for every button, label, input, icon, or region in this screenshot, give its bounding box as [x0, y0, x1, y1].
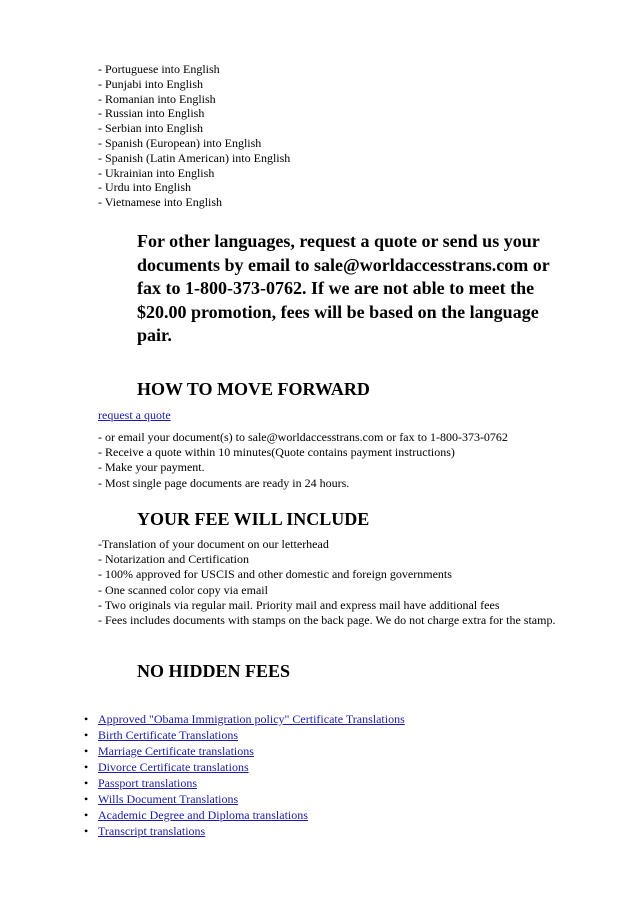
no-hidden-fees-heading: NO HIDDEN FEES — [137, 661, 291, 681]
request-quote-link[interactable]: request a quote — [98, 408, 171, 422]
language-item: - Romanian into English — [98, 91, 216, 106]
list-item — [84, 823, 405, 839]
list-item — [84, 775, 405, 791]
bullet-icon: • — [84, 712, 89, 726]
steps-list — [98, 430, 568, 491]
language-item: - Spanish (Latin American) into English — [98, 150, 291, 165]
language-item: - Serbian into English — [98, 121, 203, 136]
list-item — [84, 727, 405, 743]
step-item: - Make your payment. — [98, 460, 205, 475]
fee-item: - Fees includes documents with stamps on the back page. We do not charge extra for the stamp. — [98, 613, 556, 628]
language-item: - Portuguese into English — [98, 62, 220, 76]
fee-item: -Translation of your document on our letterhead — [98, 537, 329, 551]
transcript-link[interactable]: Transcript translations — [98, 824, 206, 838]
bullet-icon: • — [84, 776, 89, 790]
language-item: - Urdu into English — [98, 180, 191, 195]
language-item: - Ukrainian into English — [98, 165, 215, 180]
fee-item: - Two originals via regular mail. Priority mail and express mail have additional fees — [98, 597, 500, 612]
bullet-icon: • — [84, 728, 89, 742]
bullet-icon: • — [84, 808, 89, 822]
step-item: - or email your document(s) to sale@worldaccesstrans.com or fax to 1-800-373-0762 — [98, 430, 508, 444]
bullet-icon: • — [84, 792, 89, 806]
language-item: - Spanish (European) into English — [98, 135, 262, 150]
bullet-icon: • — [84, 760, 89, 774]
obama-immigration-link[interactable]: Approved "Obama Immigration policy" Certificate Translations — [98, 712, 405, 726]
list-item — [84, 759, 405, 775]
fee-item: - Notarization and Certification — [98, 552, 249, 567]
list-item — [84, 711, 405, 727]
step-item: - Receive a quote within 10 minutes(Quote contains payment instructions) — [98, 445, 455, 460]
marriage-certificate-link[interactable]: Marriage Certificate translations — [98, 744, 254, 758]
wills-document-link[interactable]: Wills Document Translations — [98, 792, 239, 806]
academic-degree-link[interactable]: Academic Degree and Diploma translations — [98, 808, 308, 822]
how-to-move-heading: HOW TO MOVE FORWARD — [137, 379, 370, 399]
passport-link[interactable]: Passport translations — [98, 776, 197, 790]
language-item: - Vietnamese into English — [98, 195, 223, 210]
birth-certificate-link[interactable]: Birth Certificate Translations — [98, 728, 238, 742]
other-languages-notice: For other languages, request a quote or send us your documents by email to sale@worldaccesstrans.com or fax to 1-800-373-0762. If we are not able to meet the $20.00 promotion, fees will be based on the language pair. — [137, 231, 550, 345]
fee-item: - One scanned color copy via email — [98, 582, 268, 597]
language-item: - Russian into English — [98, 106, 205, 121]
bullet-icon: • — [84, 824, 89, 838]
list-item — [84, 807, 405, 823]
list-item — [84, 791, 405, 807]
fee-items-list — [98, 537, 568, 628]
language-list — [98, 62, 290, 210]
translation-links-list — [84, 711, 405, 839]
list-item — [84, 743, 405, 759]
bullet-icon: • — [84, 744, 89, 758]
divorce-certificate-link[interactable]: Divorce Certificate translations — [98, 760, 249, 774]
fee-includes-heading: YOUR FEE WILL INCLUDE — [137, 509, 370, 529]
language-item: - Punjabi into English — [98, 76, 203, 91]
fee-item: - 100% approved for USCIS and other domestic and foreign governments — [98, 567, 452, 582]
step-item: - Most single page documents are ready in 24 hours. — [98, 475, 350, 490]
